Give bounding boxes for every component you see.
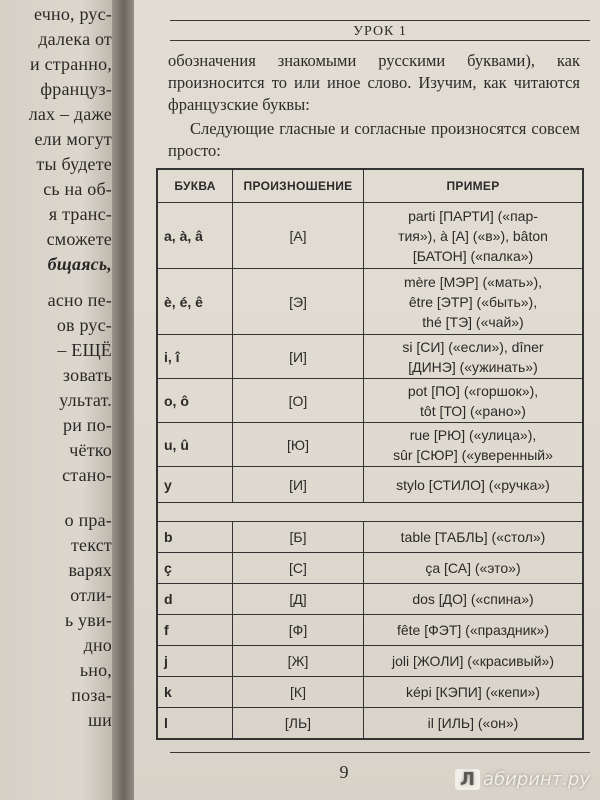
- table-separator-row: [157, 503, 583, 522]
- example-line: тия»), à [А] («в»), bâton: [398, 227, 548, 244]
- left-page-line: ьно,: [79, 660, 112, 680]
- example-cell: [364, 467, 584, 503]
- left-page-line: о пра-: [64, 510, 112, 530]
- left-page-line: ов рус-: [56, 315, 112, 335]
- letter-cell: ç: [157, 553, 233, 584]
- left-page-line: ри по-: [63, 415, 112, 435]
- table-row: [157, 584, 583, 615]
- table-row: [157, 269, 583, 335]
- pronunciation-cell: [Э]: [233, 269, 364, 335]
- left-page-line: сможете: [46, 229, 112, 249]
- example-line: rue [РЮ] («улица»),: [409, 426, 537, 443]
- left-page-line: и странно,: [30, 54, 112, 74]
- example-cell: [364, 379, 584, 423]
- example-line: [БАТОН] («палка»): [412, 247, 534, 264]
- left-page-line: ши: [88, 710, 112, 730]
- left-page-line: сь на об-: [43, 179, 112, 199]
- pronunciation-cell: [И]: [233, 335, 364, 379]
- letter-cell: y: [157, 467, 233, 503]
- example-line: thé [ТЭ] («чай»): [422, 313, 524, 330]
- table-row: [157, 203, 583, 269]
- example-line: stylo [СТИЛО] («ручка»): [396, 476, 550, 493]
- table-row: [157, 522, 583, 553]
- example-line: si [СИ] («если»), dîner: [402, 338, 544, 355]
- running-head: [170, 24, 590, 40]
- pronunciation-cell: [Б]: [233, 522, 364, 553]
- table-row: [157, 615, 583, 646]
- example-line: sûr [СЮР] («уверенный»: [393, 446, 553, 463]
- header-rule: [170, 20, 590, 21]
- example-line: mère [МЭР] («мать»),: [403, 273, 543, 290]
- book-page: [134, 0, 600, 800]
- letter-cell: j: [157, 646, 233, 677]
- running-head-text: УРОК 1: [347, 24, 413, 39]
- table-row: [157, 646, 583, 677]
- left-page-line: бщаясь,: [47, 254, 112, 274]
- letter-cell: o, ô: [157, 379, 233, 423]
- table-row: [157, 553, 583, 584]
- table-row: [157, 708, 583, 740]
- table-row: [157, 335, 583, 379]
- letter-cell: d: [157, 584, 233, 615]
- example-line: tôt [ТО] («рано»): [420, 402, 526, 419]
- left-page-line: зовать: [62, 365, 112, 385]
- pronunciation-cell: [ЛЬ]: [233, 708, 364, 740]
- table-row: [157, 379, 583, 423]
- left-page-line: ели могут: [34, 129, 112, 149]
- example-line: [ДИНЭ] («ужинать»): [408, 358, 538, 375]
- letter-cell: u, û: [157, 423, 233, 467]
- left-page-line: дно: [83, 635, 112, 655]
- example-line: être [ЭТР] («быть»),: [408, 293, 538, 310]
- letters-table: [156, 168, 584, 740]
- example-line: pot [ПО] («горшок»),: [407, 382, 539, 399]
- footer-rule: [170, 752, 590, 753]
- left-page-line: текст: [70, 535, 112, 555]
- pronunciation-cell: [Д]: [233, 584, 364, 615]
- example-cell: dos [ДО] («спина»): [364, 584, 584, 615]
- watermark-logo-badge: Л: [455, 769, 480, 790]
- example-cell: table [ТАБЛЬ] («стол»): [364, 522, 584, 553]
- left-page-line: варях: [68, 560, 112, 580]
- letter-cell: i, î: [157, 335, 233, 379]
- page-header: [170, 14, 590, 41]
- pronunciation-cell: [Ю]: [233, 423, 364, 467]
- example-cell: [364, 203, 584, 269]
- watermark-text: абиринт.ру: [482, 769, 590, 790]
- body-paragraph: Следующие гласные и согласные произносятся совсем просто:: [168, 119, 580, 160]
- left-page-line: лах – даже: [28, 104, 112, 124]
- example-cell: [364, 423, 584, 467]
- column-header-letter: БУКВА: [157, 169, 233, 203]
- example-cell: képi [КЭПИ] («кепи»): [364, 677, 584, 708]
- letter-cell: è, é, ê: [157, 269, 233, 335]
- left-page-line: ечно, рус-: [34, 4, 112, 24]
- left-page-line: – ЕЩЁ: [57, 340, 112, 360]
- left-page-line: поза-: [71, 685, 112, 705]
- example-cell: il [ИЛЬ] («он»): [364, 708, 584, 740]
- letter-cell: b: [157, 522, 233, 553]
- left-page-line: француз-: [40, 79, 112, 99]
- column-header-pronunciation: ПРОИЗНОШЕНИЕ: [233, 169, 364, 203]
- left-page-line: я транс-: [48, 204, 112, 224]
- left-page-fragment: [0, 0, 118, 800]
- table-row: [157, 677, 583, 708]
- table-header-row: [157, 169, 583, 203]
- labirint-watermark: [455, 769, 590, 790]
- example-cell: ça [СА] («это»): [364, 553, 584, 584]
- left-page-line: отли-: [70, 585, 112, 605]
- pronunciation-cell: [О]: [233, 379, 364, 423]
- left-page-line: ультат.: [59, 390, 112, 410]
- pronunciation-cell: [Ф]: [233, 615, 364, 646]
- example-cell: joli [ЖОЛИ] («красивый»): [364, 646, 584, 677]
- left-page-line: далека от: [38, 29, 112, 49]
- example-cell: fête [ФЭТ] («праздник»): [364, 615, 584, 646]
- table-row: [157, 423, 583, 467]
- table-row: [157, 467, 583, 503]
- pronunciation-cell: [Ж]: [233, 646, 364, 677]
- example-line: parti [ПАРТИ] («пар-: [408, 207, 538, 224]
- letter-cell: l: [157, 708, 233, 740]
- pronunciation-cell: [С]: [233, 553, 364, 584]
- page-number: 9: [339, 762, 349, 782]
- example-cell: [364, 269, 584, 335]
- letter-cell: k: [157, 677, 233, 708]
- left-page-line: чётко: [69, 440, 112, 460]
- separator-cell: [157, 503, 583, 522]
- body-paragraph: обозначения знакомыми русскими буквами), как произносится то или иное слово. Изучим, как читаются французские буквы:: [168, 51, 580, 114]
- pronunciation-cell: [А]: [233, 203, 364, 269]
- left-page-line: ты будете: [36, 154, 112, 174]
- pronunciation-cell: [И]: [233, 467, 364, 503]
- column-header-example: ПРИМЕР: [364, 169, 584, 203]
- letter-cell: a, à, â: [157, 203, 233, 269]
- example-cell: [364, 335, 584, 379]
- left-page-line: стано-: [62, 465, 112, 485]
- left-page-line: ь уви-: [64, 610, 112, 630]
- pronunciation-cell: [К]: [233, 677, 364, 708]
- letter-cell: f: [157, 615, 233, 646]
- left-page-line: асно пе-: [47, 290, 112, 310]
